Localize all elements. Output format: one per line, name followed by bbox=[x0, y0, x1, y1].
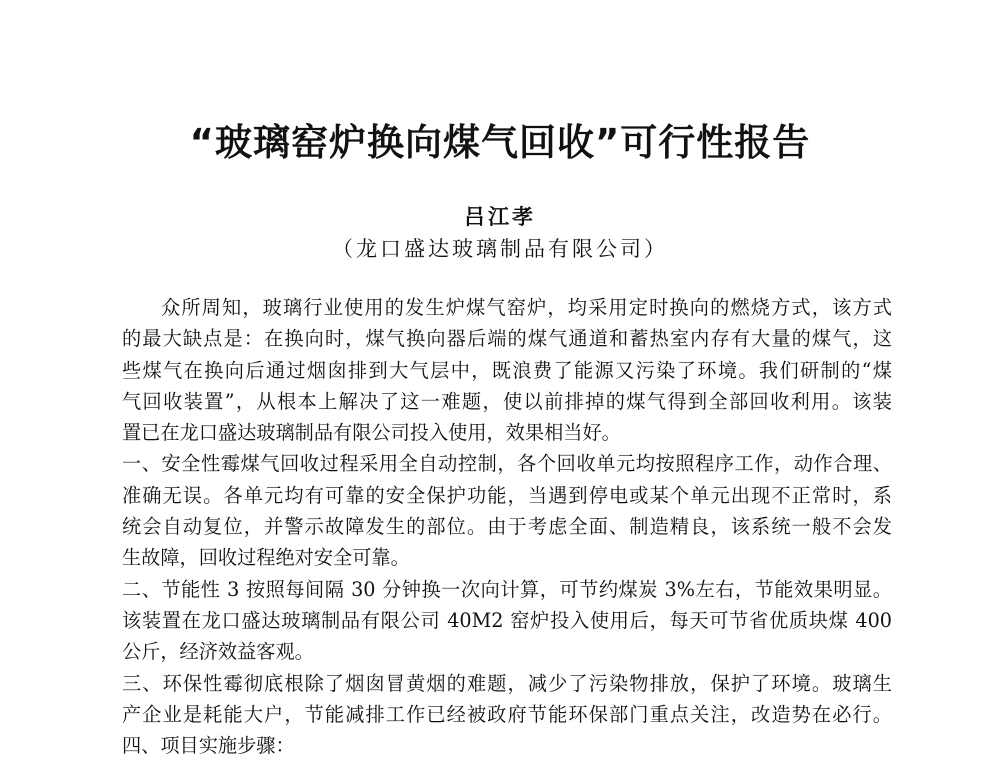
paragraph-line: 置已在龙口盛达玻璃制品有限公司投入使用，效果相当好。 bbox=[122, 421, 621, 445]
paragraph-line: 生故障，回收过程绝对安全可靠。 bbox=[122, 546, 410, 570]
author-name: 吕江孝 bbox=[464, 204, 536, 229]
paragraph-line: 准确无误。各单元均有可靠的安全保护功能，当遇到停电或某个单元出现不正常时，系 bbox=[122, 483, 892, 507]
section-heading-line: 二、节能性 3 按照每间隔 30 分钟换一次向计算，可节约煤炭 3%左右，节能效果明显。 bbox=[122, 577, 892, 601]
section-heading-line: 四、项目实施步骤： bbox=[122, 734, 295, 758]
body-text bbox=[122, 292, 892, 760]
author-affiliation: （龙口盛达玻璃制品有限公司） bbox=[332, 237, 668, 261]
paragraph-line: 该装置在龙口盛达玻璃制品有限公司 40M2 窑炉投入使用后，每天可节省优质块煤 400 bbox=[122, 608, 892, 632]
document-title: “玻璃窑炉换向煤气回收”可行性报告 bbox=[189, 121, 811, 164]
paragraph-line: 气回收装置”，从根本上解决了这一难题，使以前排掉的煤气得到全部回收利用。该装 bbox=[122, 389, 892, 413]
paragraph-line: 公斤，经济效益客观。 bbox=[122, 640, 314, 664]
paragraph-line: 产企业是耗能大户，节能减排工作已经被政府节能环保部门重点关注，改造势在必行。 bbox=[122, 702, 892, 726]
paragraph-line: 的最大缺点是：在换向时，煤气换向器后端的煤气通道和蓄热室内存有大量的煤气，这 bbox=[122, 327, 892, 351]
section-heading-line: 三、环保性霉彻底根除了烟囱冒黄烟的难题，减少了污染物排放，保护了环境。玻璃生 bbox=[122, 671, 892, 695]
paragraph-line: 众所周知，玻璃行业使用的发生炉煤气窑炉，均采用定时换向的燃烧方式，该方式 bbox=[161, 296, 892, 319]
paragraph-line: 些煤气在换向后通过烟囱排到大气层中，既浪费了能源又污染了环境。我们研制的“煤 bbox=[122, 358, 892, 382]
section-heading-line: 一、安全性霉煤气回收过程采用全自动控制，各个回收单元均按照程序工作，动作合理、 bbox=[122, 452, 892, 476]
paragraph-line: 统会自动复位，并警示故障发生的部位。由于考虑全面、制造精良，该系统一般不会发 bbox=[122, 515, 892, 539]
